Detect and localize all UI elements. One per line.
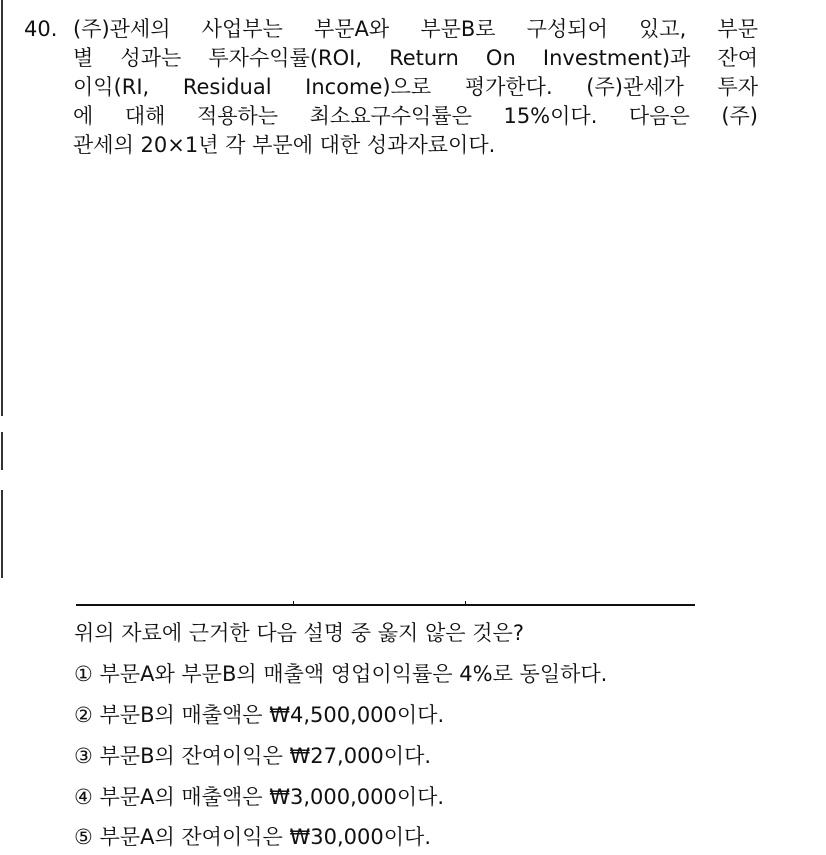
table-column-tick [465, 601, 466, 605]
answer-option-1[interactable]: ① 부문A와 부문B의 매출액 영업이익률은 4%로 동일하다. [74, 662, 608, 686]
answer-option-2[interactable]: ② 부문B의 매출액은 ₩4,500,000이다. [74, 703, 445, 727]
question-text-line: 별 성과는 투자수익률(ROI, Return On Investment)과 잔여 [73, 46, 758, 70]
question-text-line: (주)관세의 사업부는 부문A와 부문B로 구성되어 있고, 부문 [73, 17, 758, 41]
margin-border [1, 490, 3, 578]
question-number: 40. [24, 17, 58, 41]
question-text-line: 이익(RI, Residual Income)으로 평가한다. (주)관세가 투자 [73, 75, 758, 99]
table-column-tick [293, 601, 294, 605]
question-prompt: 위의 자료에 근거한 다음 설명 중 옳지 않은 것은? [74, 621, 524, 645]
question-text-line: 관세의 20×1년 각 부문에 대한 성과자료이다. [73, 133, 496, 157]
margin-border [1, 432, 3, 470]
answer-option-5[interactable]: ⑤ 부문A의 잔여이익은 ₩30,000이다. [74, 825, 431, 849]
question-text-line: 에 대해 적용하는 최소요구수익률은 15%이다. 다음은 (주) [73, 104, 758, 128]
answer-option-4[interactable]: ④ 부문A의 매출액은 ₩3,000,000이다. [74, 785, 445, 809]
table-bottom-rule [76, 604, 695, 606]
answer-option-3[interactable]: ③ 부문B의 잔여이익은 ₩27,000이다. [74, 744, 432, 768]
margin-border [1, 0, 3, 416]
